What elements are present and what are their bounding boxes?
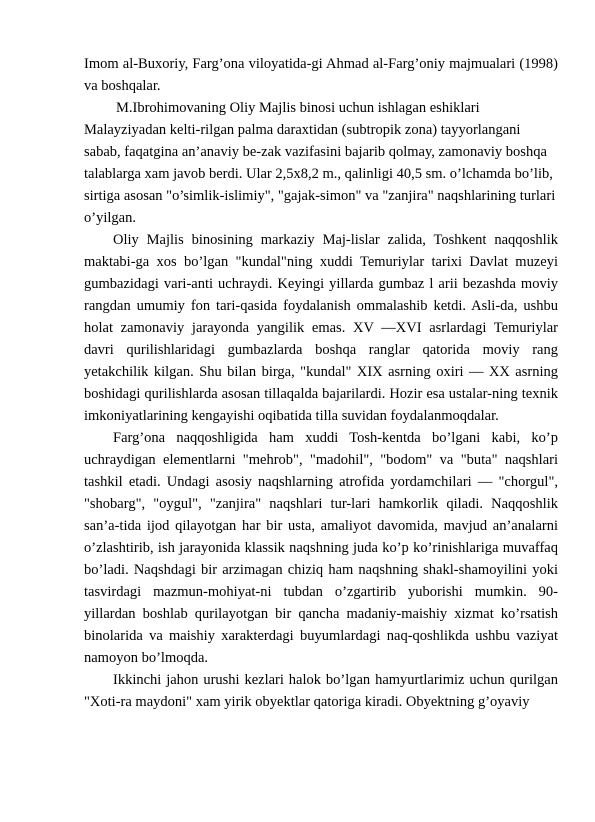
paragraph-5: Ikkinchi jahon urushi kezlari halok bo’lgan hamyurtlarimiz uchun qurilgan "Xoti-ra maydoni" xam yirik obyektlar qatoriga kiradi. Obyektning g’oyaviy (84, 672, 558, 710)
paragraph-4: Farg’ona naqqoshligida ham xuddi Tosh-kentda bo’lgani kabi, ko’p uchraydigan elementlarni "mehrob", "madohil", "bodom" va "buta" naqshlari tashkil etadi. Undagi asosiy naqshlarning atrofida yordamchilari — "chorgul", "shobarg", "oygul", "zanjira" naqshlari tur-lari hamkorlik qiladi. Naqqoshlik san’a-tida ijod qilayotgan har bir usta, amaliyot davomida, mavjud an’analarni o’zlashtirib, ish jarayonida klassik naqshning juda ko’p ko’rinishlariga muvaffaq bo’ladi. Naqshdagi bir arzimagan chiziq ham naqshning shakl-shamoyilini yoki tasvirdagi mazmun-mohiyat-ni tubdan o’zgartirib yuborishi mumkin. 90-yillardan boshlab qurilayotgan bir qancha madaniy-maishiy xizmat ko’rsatish binolarida va maishiy xarakterdagi buyumlardagi naq-qoshlikda ushbu vaziyat namoyon bo’lmoqda. (84, 430, 558, 666)
paragraph-1: Imom al-Buxoriy, Farg’ona viloyatida-gi Ahmad al-Farg’oniy majmualari (1998) va boshqalar. (84, 56, 558, 94)
paragraph-2: M.Ibrohimovaning Oliy Majlis binosi uchun ishlagan eshiklari Malayziyadan kelti-rilgan palma daraxtidan (subtropik zona) tayyorlangani sabab, faqatgina an’anaviy be-zak vazifasini bajarib qolmay, zamonaviy boshqa talablarga xam javob berdi. Ular 2,5x8,2 m., qalinligi 40,5 sm. o’lchamda bo’lib, sirtiga asosan "o’simlik-islimiy", "gajak-simon" va "zanjira" naqshlarining turlari o’yilgan. (84, 100, 556, 226)
paragraph-3: Oliy Majlis binosining markaziy Maj-lislar zalida, Toshkent naqqoshlik maktabi-ga xos bo’lgan "kundal"ning xuddi Temuriylar tarixi Davlat muzeyi gumbazidagi vari-anti uchraydi. Keyingi yillarda gumbaz l arii bezashda moviy rangdan umumiy fon tari-qasida foydalanish ommalashib ketdi. Asli-da, ushbu holat zamonaviy jarayonda yangilik emas. XV —XVI asrlardagi Temuriylar davri qurilishlaridagi gumbazlarda boshqa ranglar qatorida moviy rang yetakchilik kilgan. Shu bilan birga, "kundal" XIX asrning oxiri — XX asrning boshidagi qurilishlarda asosan tillaqalda bajarilardi. Hozir esa ustalar-ning texnik imkoniyatlarining kengayishi oqibatida tilla suvidan foydalanmoqdalar. (84, 232, 558, 424)
